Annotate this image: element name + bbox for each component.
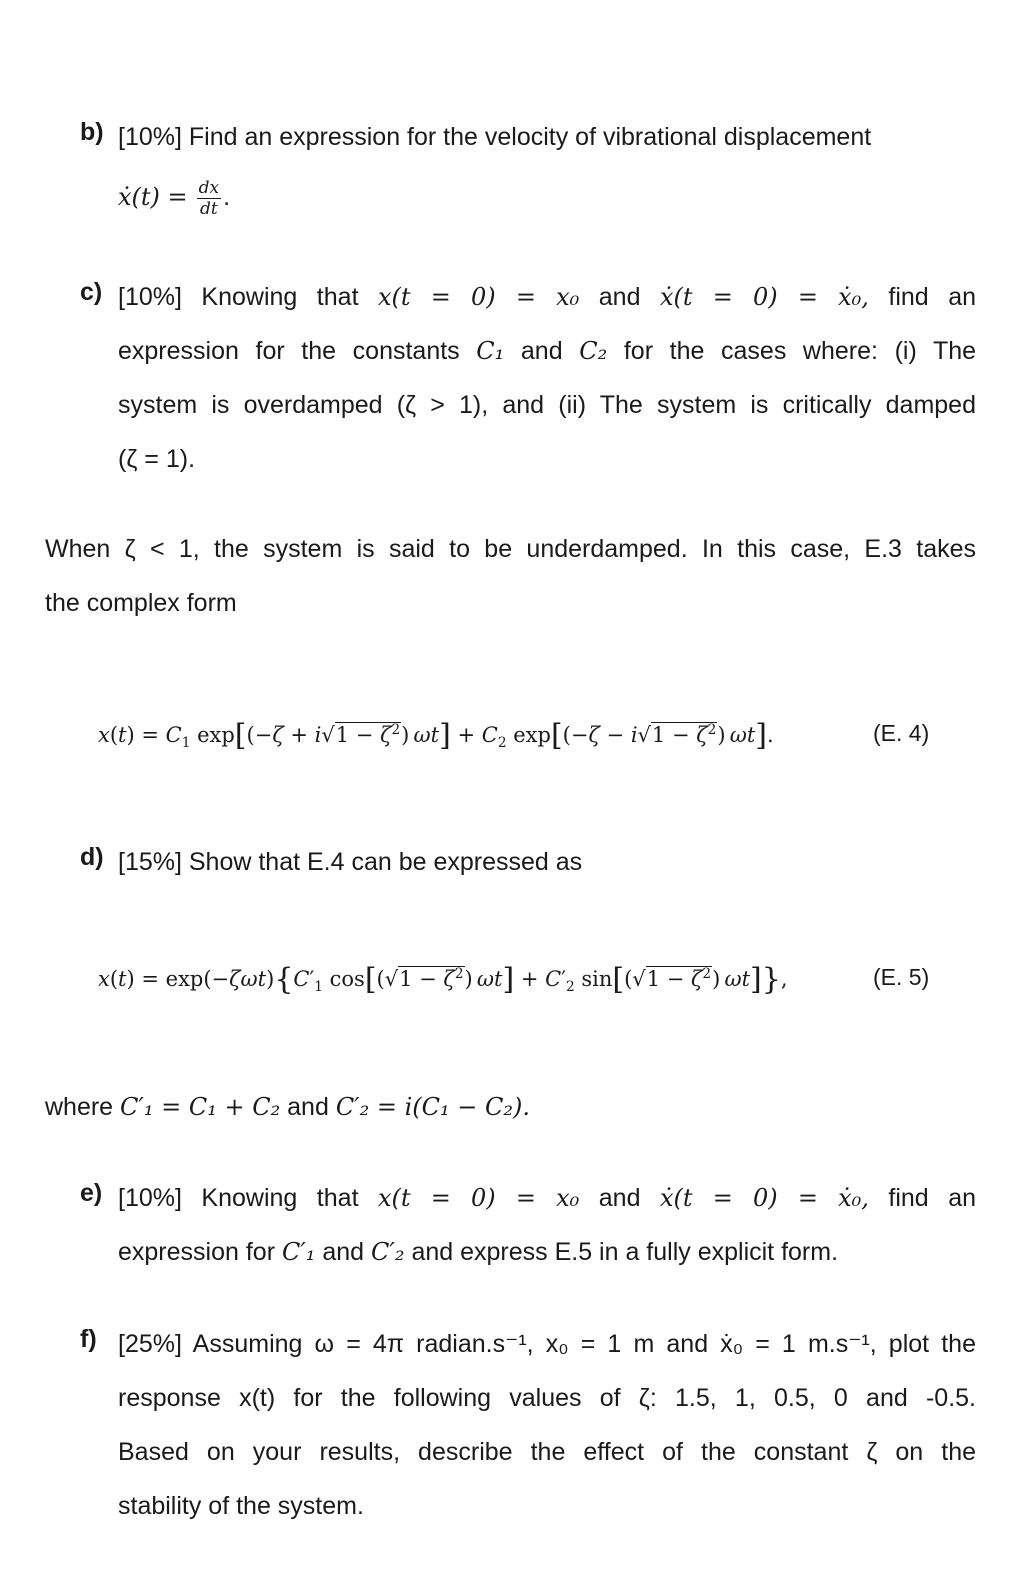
intro-line-2: the complex form xyxy=(45,589,237,617)
initial-velocity: ẋ(t = 0) = ẋ₀, xyxy=(660,283,869,311)
question-c-line-4: (ζ = 1). xyxy=(118,445,196,473)
question-b-text: [10%] Find an expression for the velocity of vibrational displacement xyxy=(118,123,872,151)
text-segment: and xyxy=(287,1093,329,1121)
equation-e4: $x(t) = C_1$ $\exp[(-\zeta + i√1 - \zeta^2)$ $\omega t] + C_2$ $\exp[(-\zeta - i√1 - \zeta^2)$ ωt]. xyxy=(98,718,774,753)
constant-c1-prime: C′₁ xyxy=(281,1238,316,1266)
text-segment: and xyxy=(322,1238,365,1266)
constant-c1: C₁ xyxy=(476,337,505,365)
fraction-denominator: dt xyxy=(199,198,218,219)
c1-prime-definition: C′₁ = C₁ + C₂ xyxy=(120,1093,281,1121)
question-d-text: [15%] Show that E.4 can be expressed as xyxy=(118,848,583,876)
formula-end: . xyxy=(223,183,231,211)
question-f-line-2: response x(t) for the following values of ζ: 1.5, 1, 0.5, 0 and -0.5. xyxy=(118,1384,976,1412)
c2-prime-definition: C′₂ = i(C₁ − C₂). xyxy=(335,1093,530,1121)
question-e-line-2 xyxy=(118,1225,976,1279)
question-c-line-3: system is overdamped (ζ > 1), and (ii) The system is critically damped xyxy=(118,391,976,419)
fraction-numerator: dx xyxy=(198,177,220,198)
question-e-line-1 xyxy=(118,1171,976,1225)
text-segment: and xyxy=(520,337,563,365)
label-c: c) xyxy=(80,278,103,306)
question-f-line-4: stability of the system. xyxy=(118,1492,364,1520)
velocity-lhs: ẋ(t) = xyxy=(118,183,188,211)
dx-dt-fraction xyxy=(197,178,221,219)
text-segment: find an xyxy=(888,283,976,311)
equation-number-e4: (E. 4) xyxy=(873,720,930,746)
initial-displacement: x(t = 0) = x₀ xyxy=(378,1184,580,1212)
text-segment: find an xyxy=(888,1184,976,1212)
text-segment: expression for xyxy=(118,1238,276,1266)
text-segment: and express E.5 in a fully explicit form. xyxy=(411,1238,839,1266)
text-segment: and xyxy=(598,1184,641,1212)
initial-velocity: ẋ(t = 0) = ẋ₀, xyxy=(660,1184,869,1212)
equation-e5: $x(t) = \exp(-\zeta\omega t)\{C'_1$ $\cos[(√1 - \zeta^2)$ $\omega t] + C'_2$ $\sin[(√1 - \zeta^2)$ ωt]}, xyxy=(98,962,788,997)
text-segment: [10%] Knowing that xyxy=(118,1184,359,1212)
velocity-formula xyxy=(118,170,976,224)
label-d: d) xyxy=(80,843,104,871)
text-segment: expression for the constants xyxy=(118,337,460,365)
where-line xyxy=(45,1080,976,1134)
question-c-line-2 xyxy=(118,324,976,378)
intro-line-1: When ζ < 1, the system is said to be underdamped. In this case, E.3 takes xyxy=(45,535,976,563)
text-segment: for the cases where: (i) The xyxy=(623,337,977,365)
label-b: b) xyxy=(80,118,104,146)
equation-number-e5: (E. 5) xyxy=(873,964,930,990)
question-f-line-1: [25%] Assuming ω = 4π radian.s⁻¹, x₀ = 1 m and ẋ₀ = 1 m.s⁻¹, plot the xyxy=(118,1330,976,1358)
question-f-line-3: Based on your results, describe the effect of the constant ζ on the xyxy=(118,1438,976,1466)
text-segment: where xyxy=(45,1093,114,1121)
initial-displacement: x(t = 0) = x₀ xyxy=(378,283,580,311)
constant-c2: C₂ xyxy=(579,337,608,365)
question-c-line-1 xyxy=(118,270,976,324)
text-segment: [10%] Knowing that xyxy=(118,283,359,311)
label-f: f) xyxy=(80,1325,97,1353)
label-e: e) xyxy=(80,1179,103,1207)
constant-c2-prime: C′₂ xyxy=(371,1238,405,1266)
text-segment: and xyxy=(598,283,641,311)
